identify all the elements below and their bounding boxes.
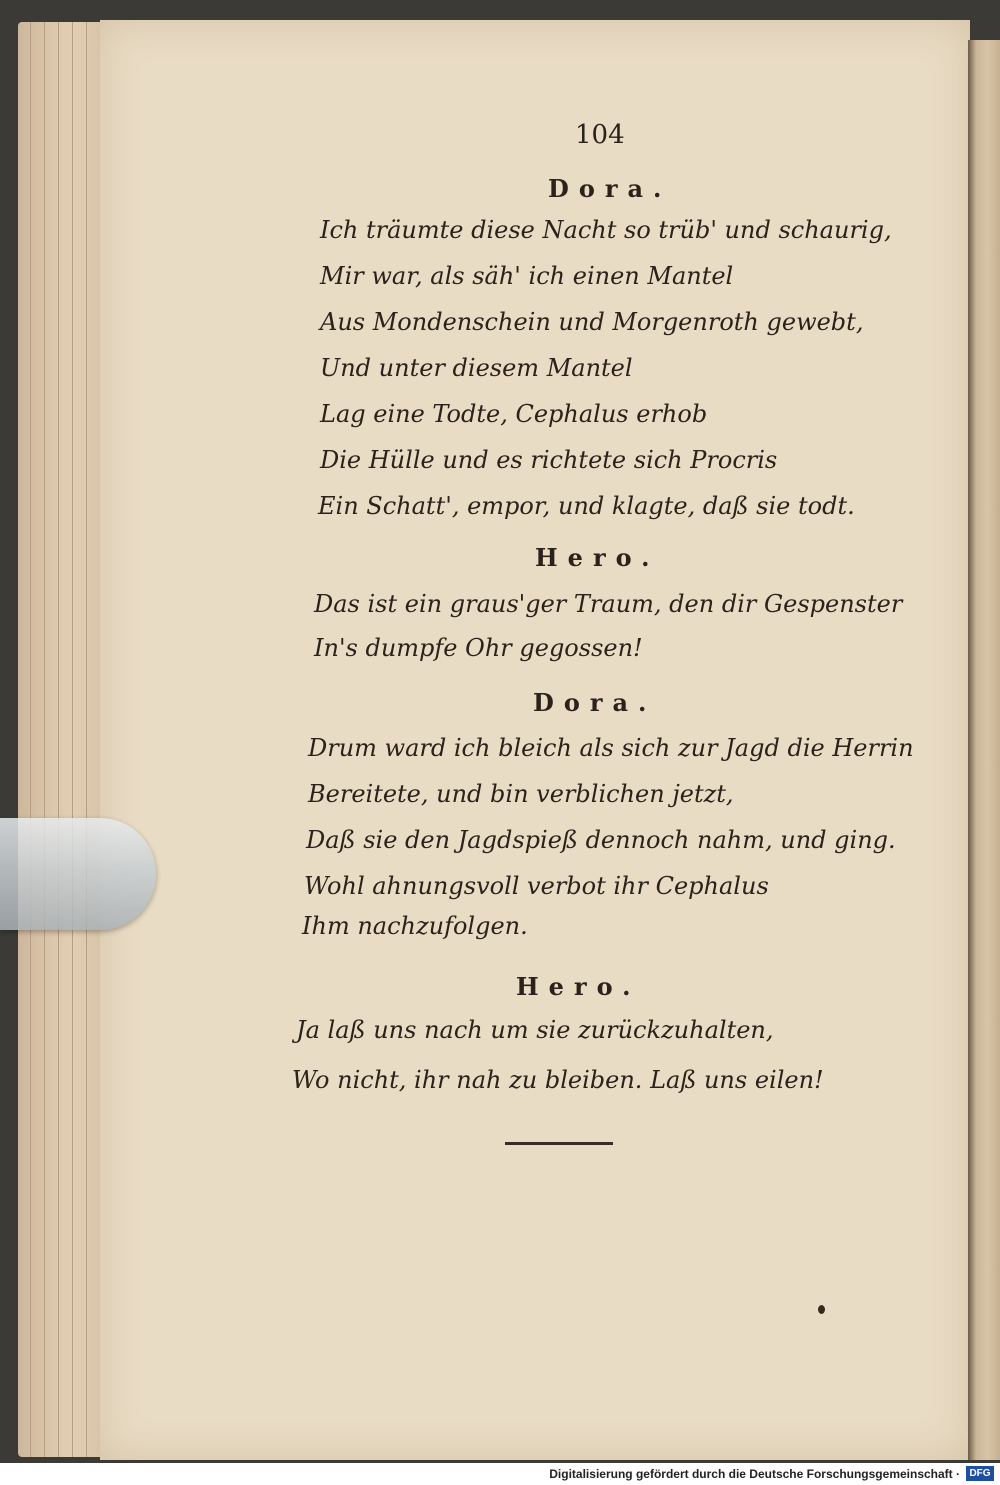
verse-line: Lag eine Todte, Cephalus erhob: [320, 400, 708, 428]
verse-line: In's dumpfe Ohr gegossen!: [314, 634, 643, 662]
verse-line: Drum ward ich bleich als sich zur Jagd die Herrin: [308, 734, 914, 762]
page-stack-edge: [18, 22, 108, 1457]
dfg-logo-icon: DFG: [966, 1466, 994, 1481]
verse-line: Wohl ahnungsvoll verbot ihr Cephalus: [304, 872, 769, 900]
ink-spot: [818, 1305, 825, 1314]
verse-line: Ein Schatt', empor, und klagte, daß sie todt.: [318, 492, 855, 520]
verse-line: Die Hülle und es richtete sich Procris: [320, 446, 778, 474]
footer-bar: [0, 1463, 1000, 1485]
verse-line: Wo nicht, ihr nah zu bleiben. Laß uns eilen!: [292, 1066, 824, 1094]
speaker-label: Dora.: [533, 688, 657, 717]
facing-page-edge: [968, 40, 1000, 1460]
verse-line: Das ist ein graus'ger Traum, den dir Gespenster: [314, 590, 903, 618]
end-rule: [505, 1142, 613, 1145]
verse-line: Ich träumte diese Nacht so trüb' und schaurig,: [320, 216, 892, 244]
verse-line: Ihm nachzufolgen.: [302, 912, 528, 940]
verse-line: Daß sie den Jagdspieß dennoch nahm, und ging.: [306, 826, 896, 854]
page-holder-clip: [0, 818, 156, 930]
verse-line: Aus Mondenschein und Morgenroth gewebt,: [320, 308, 864, 336]
verse-line: Ja laß uns nach um sie zurückzuhalten,: [296, 1016, 774, 1044]
digitization-credit: Digitalisierung gefördert durch die Deutsche Forschungsgemeinschaft ·: [549, 1467, 960, 1481]
verse-line: Und unter diesem Mantel: [320, 354, 633, 382]
verse-line: Mir war, als säh' ich einen Mantel: [320, 262, 734, 290]
page-number: 104: [575, 120, 625, 150]
speaker-label: Dora.: [548, 174, 672, 203]
speaker-label: Hero.: [535, 543, 660, 572]
speaker-label: Hero.: [516, 972, 641, 1001]
verse-line: Bereitete, und bin verblichen jetzt,: [308, 780, 734, 808]
